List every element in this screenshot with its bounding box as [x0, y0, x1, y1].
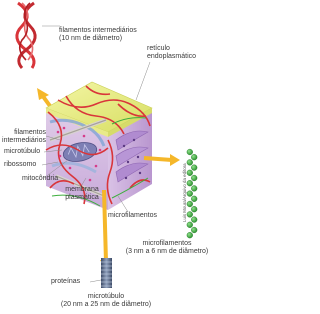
label-intermediate-filaments-top: [59, 27, 137, 43]
label-plasma-membrane: [62, 186, 102, 202]
image-credit: Luis Moura/Arquivo da editora: [182, 163, 187, 222]
actin-bead: [187, 191, 193, 197]
actin-bead: [187, 149, 193, 155]
label-microfilaments-center: microfilamentos: [108, 212, 158, 219]
actin-bead: [191, 227, 197, 233]
label-text: (20 nm a 25 nm de diâmetro): [60, 301, 152, 308]
actin-bead: [187, 160, 193, 166]
actin-bead: [187, 180, 193, 186]
label-text: membrana: [65, 186, 99, 193]
label-text: (3 nm a 6 nm de diâmetro): [125, 248, 209, 255]
actin-bead: [191, 175, 197, 181]
label-text: plasmática: [65, 194, 99, 201]
actin-bead: [187, 222, 193, 228]
label-text: intermediários: [2, 137, 46, 144]
label-text: (10 nm de diâmetro): [59, 35, 123, 42]
actin-bead: [191, 217, 197, 223]
label-text: microtúbulo: [87, 293, 125, 300]
label-text: endoplasmático: [147, 53, 197, 60]
label-mitochondrion: mitocôndria: [22, 175, 59, 182]
label-text: filamentos: [14, 129, 46, 136]
label-text: microfilamentos: [142, 240, 192, 247]
actin-bead: [187, 201, 193, 207]
actin-bead: [187, 232, 193, 238]
actin-bead: [191, 206, 197, 212]
label-microtubule-bottom: [54, 293, 158, 309]
label-text: retículo: [147, 45, 170, 52]
label-proteins: proteínas: [51, 278, 81, 285]
actin-bead: [191, 154, 197, 160]
label-ribosome: ribossomo: [4, 161, 37, 168]
label-microfilaments-right: [124, 240, 210, 256]
label-intermediate-filaments-left: [2, 129, 46, 145]
label-microtubule-left: microtúbulo: [4, 148, 41, 155]
actin-bead: [191, 186, 197, 192]
intermediate-filament-braid: [17, 3, 35, 68]
microtubule-detail: [90, 258, 112, 288]
actin-bead: [191, 165, 197, 171]
actin-bead: [187, 212, 193, 218]
label-text: filamentos intermediários: [59, 27, 137, 34]
microfilament-bead-chain: [187, 149, 197, 238]
actin-bead: [187, 170, 193, 176]
actin-bead: [191, 196, 197, 202]
label-endoplasmic-reticulum: [147, 45, 196, 61]
